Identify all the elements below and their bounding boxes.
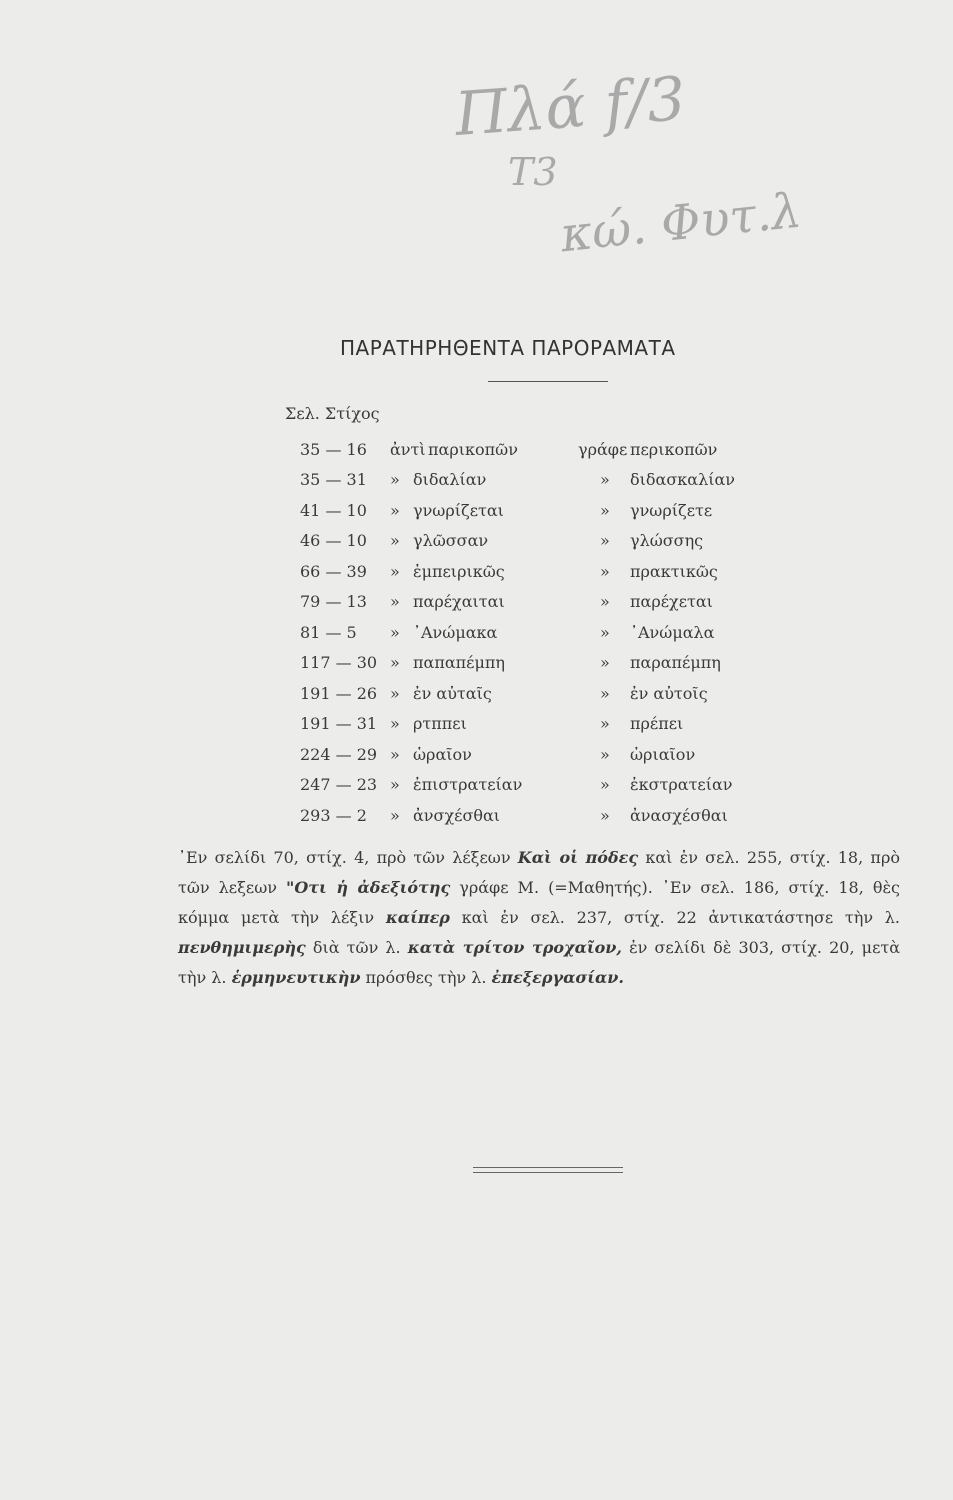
errata-wrong: γλῶσσαν [413,531,489,550]
ditto-mark: » [390,500,400,520]
errata-correct: ὡριαῖον [630,744,696,764]
note-text-2: καὶ ἐν σελ. 255, στίχ. 18, πρὸ τῶν λεξεων [178,848,900,897]
handwritten-note-line-2: Τ3 [508,150,558,194]
ditto-mark: » [390,622,400,642]
addendum-paragraph [178,843,900,993]
errata-header [285,404,380,423]
bottom-rule-1 [473,1167,623,1168]
errata-correct: γνωρίζετε [630,500,713,520]
page-title: ΠΑΡΑΤΗΡΗΘΕΝΤΑ ΠΑΡΟΡΑΜΑΤΑ [340,336,676,360]
errata-line-ref: 191 — 26 [300,683,378,703]
note-emphasis-2: "Οτι ἡ ἀδεξιότης [286,878,451,897]
errata-correct: παραπέμπη [630,653,721,672]
note-text-3: γράφε Μ. (=Μαθητής). ᾿Εν σελ. 186, στίχ. 18, θὲς κόμμα μετὰ τὴν λέξιν [178,878,900,927]
errata-wrong: ἐμπειρικῶς [413,561,505,581]
note-emphasis-4: πενθημιμερὴς [178,938,306,957]
errata-row [285,801,765,831]
ditto-mark: » [600,531,610,550]
errata-wrong: παρικοπῶν [428,439,518,459]
right-label: γράφε [578,439,628,459]
errata-wrong: ρτππει [413,714,467,733]
errata-wrong: ὡραῖον [413,744,472,764]
note-emphasis-1: Καὶ οἱ πόδες [517,848,639,867]
errata-wrong: ἀνσχέσθαι [413,805,501,825]
errata-row [285,465,765,495]
errata-correct: πρακτικῶς [630,561,718,581]
ditto-mark: » [600,470,610,489]
ditto-mark: » [390,714,400,733]
errata-wrong: γνωρίζεται [413,500,504,520]
ditto-mark: » [600,775,610,794]
note-text-7: πρόσθες τὴν λ. [360,968,492,987]
ditto-mark: » [390,744,400,764]
ditto-mark: » [390,653,400,672]
ditto-mark: » [390,531,400,550]
ditto-mark: » [600,561,610,581]
errata-row [285,709,765,739]
errata-line-ref: 191 — 31 [300,714,378,733]
note-text-4: καὶ ἐν σελ. 237, στίχ. 22 ἀντικατάστησε τὴν λ. [449,908,901,927]
ditto-mark: » [390,470,400,489]
note-text-5: διὰ τῶν λ. [305,938,408,957]
errata-line-ref: 79 — 13 [300,592,367,611]
note-emphasis-7: ἐπεξεργασίαν. [491,968,624,987]
ditto-mark: » [390,775,400,794]
note-emphasis-3: καίπερ [385,908,450,927]
errata-line-ref: 66 — 39 [300,561,367,581]
errata-correct: γλώσσης [630,531,704,550]
errata-wrong: ἐπιστρατείαν [413,775,523,794]
ditto-mark: » [390,592,400,611]
errata-line-ref: 46 — 10 [300,531,367,550]
note-emphasis-5: κατὰ τρίτον τροχαῖον, [407,938,622,957]
ditto-mark: » [390,561,400,581]
errata-line-ref: 247 — 23 [300,775,378,794]
ditto-mark: » [600,500,610,520]
ditto-mark: » [600,592,610,611]
errata-row [285,618,765,648]
errata-wrong: ᾿Ανώμακα [413,622,498,642]
errata-row [285,526,765,556]
ditto-mark: » [600,714,610,733]
ditto-mark: » [600,653,610,672]
ditto-mark: » [600,683,610,703]
ditto-mark: » [390,805,400,825]
handwritten-note-line-1: Πλά f/3 [452,64,688,150]
errata-correct: περικοπῶν [630,439,718,459]
errata-row [285,740,765,770]
errata-row [285,435,765,465]
note-emphasis-6: ἑρμηνευτικὴν [231,968,361,987]
errata-line-ref: 117 — 30 [300,653,378,672]
errata-correct: πρέπει [630,714,684,733]
bottom-rule-2 [473,1172,623,1173]
note-text-1: ᾿Εν σελίδι 70, στίχ. 4, πρὸ τῶν λέξεων [178,848,518,867]
errata-wrong: παρέχαιται [413,592,505,611]
errata-row [285,770,765,800]
errata-line-ref: 224 — 29 [300,744,378,764]
handwritten-note-line-3: κώ. Φυτ.λ [557,182,805,264]
errata-row [285,587,765,617]
errata-row [285,679,765,709]
wrong-label: ἀντὶ [390,439,426,459]
errata-row [285,496,765,526]
errata-line-ref: 81 — 5 [300,622,357,642]
errata-line-ref: 35 — 16 [300,439,367,459]
errata-line-ref: 41 — 10 [300,500,367,520]
errata-header-label: Σελ. Στίχος [285,404,380,423]
ditto-mark: » [600,622,610,642]
errata-correct: ᾿Ανώμαλα [630,622,715,642]
errata-correct: ἀνασχέσθαι [630,805,728,825]
errata-line-ref: 35 — 31 [300,470,367,489]
ditto-mark: » [390,683,400,703]
errata-correct: διδασκαλίαν [630,470,736,489]
errata-correct: ἐν αὐτοῖς [630,683,708,703]
errata-row [285,648,765,678]
ditto-mark: » [600,805,610,825]
errata-wrong: παπαπέμπη [413,653,505,672]
note-text-6: ἐν σελίδι δὲ 303, στίχ. 20, μετὰ τὴν λ. [178,938,901,987]
errata-row [285,557,765,587]
errata-correct: παρέχεται [630,592,713,611]
errata-wrong: ἐν αὐταῖς [413,683,492,703]
errata-line-ref: 293 — 2 [300,805,367,825]
errata-wrong: διδαλίαν [413,470,487,489]
errata-correct: ἐκστρατείαν [630,775,733,794]
title-divider [488,381,608,382]
ditto-mark: » [600,744,610,764]
